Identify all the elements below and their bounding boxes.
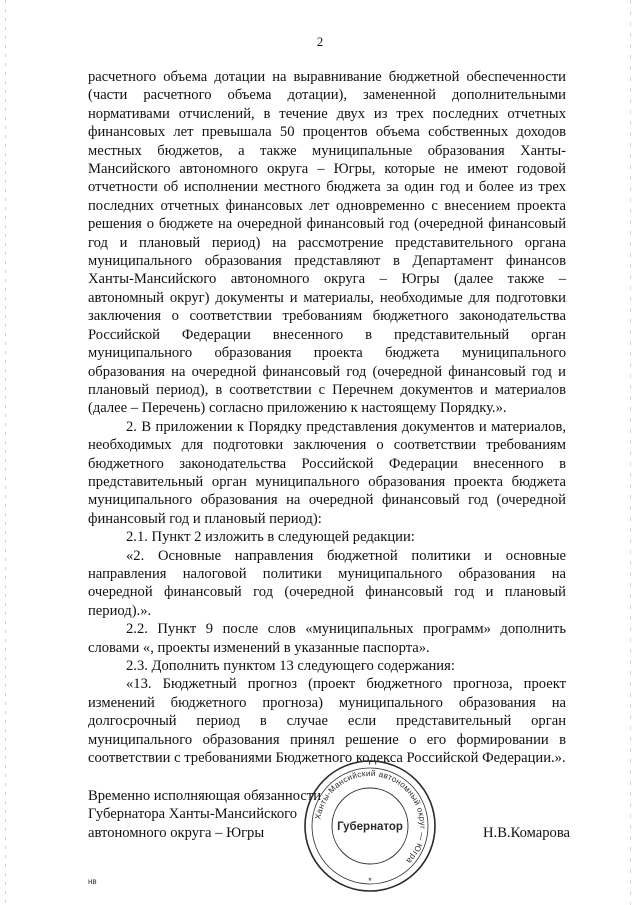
signatory-title-line: автономного округа – Югры xyxy=(88,824,265,841)
paragraph-item-2-2: 2.2. Пункт 9 после слов «муниципальных программ» дополнить словами «, проекты изменений в указанные паспорта». xyxy=(88,621,566,656)
paragraph-item-2: 2. В приложении к Порядку представления документов и материалов, необходимых для подготовки заключения о соответствии требованиям бюджетного законодательства Российской Федерации внесенного в представительный орган муниципального образования проекта бюджета муниципального образования на очередной финансовый год (очередной финансовый год и плановый период): xyxy=(88,418,566,527)
seal-ring-textpath: Ханты-Мансийский автономный округ — Югра xyxy=(313,768,428,866)
paragraph-item-2-1-text: «2. Основные направления бюджетной политики и основные направления налоговой политики муниципального образования на очередной финансовый год (очередной финансовый год и плановый период).». xyxy=(88,547,566,619)
signatory-title-line: Губернатора Ханты-Мансийского xyxy=(88,806,298,823)
paragraph-item-2-3-text: «13. Бюджетный прогноз (проект бюджетного прогноза, проект изменений бюджетного прогноза) муниципального образования на долгосрочный период в случае если представительный орган муниципального образования принял решение о его формировании в соответствии с требованиями Бюджетного кодекса Российской Федерации.». xyxy=(88,676,566,767)
paragraph-item-2-1: 2.1. Пункт 2 изложить в следующей редакции: xyxy=(126,529,415,546)
signatory-name: Н.В.Комарова xyxy=(483,825,570,841)
paragraph-continuation: расчетного объема дотации на выравнивание бюджетной обеспеченности (части расчетного объема дотации), замененной дополнительными нормативами отчислений, в течение двух из трех последних отчетных финансовых лет превышала 50 процентов объема собственных доходов местных бюджетов, а также муниципальные образования Ханты-Мансийского автономного округа – Югры, которые не имеют годовой отчетности об исполнении местного бюджета за один год и более из трех последних отчетных финансовых лет одновременно с внесением проекта решения о бюджете на очередной финансовый год (очередной финансовый год и плановый период) на рассмотрение представительного органа муниципального образования представляют в Департамент финансов Ханты-Мансийского автономного округа – Югры (далее также – автономный округ) документы и материалы, необходимые для подготовки заключения о соответствии требованиям бюджетного законодательства Российской Федерации внесенного в представительный орган муниципального образования проекта бюджета муниципального образования на очередной финансовый год (очередной финансовый год и плановый период), в соответствии с Перечнем документов и материалов (далее – Перечень) согласно приложению к настоящему Порядку.». xyxy=(88,69,566,417)
signatory-title-line: Временно исполняющая обязанности xyxy=(88,788,322,804)
seal-star: * xyxy=(368,876,372,886)
executor-mark: нв xyxy=(88,877,97,886)
official-seal xyxy=(300,756,440,896)
scan-edge-left xyxy=(5,0,6,905)
document-body xyxy=(88,68,566,767)
seal-center-text: Губернатор xyxy=(337,821,403,833)
paragraph-item-2-3: 2.3. Дополнить пунктом 13 следующего содержания: xyxy=(126,658,455,674)
page-number: 2 xyxy=(316,34,324,49)
scan-edge-right xyxy=(630,0,631,905)
